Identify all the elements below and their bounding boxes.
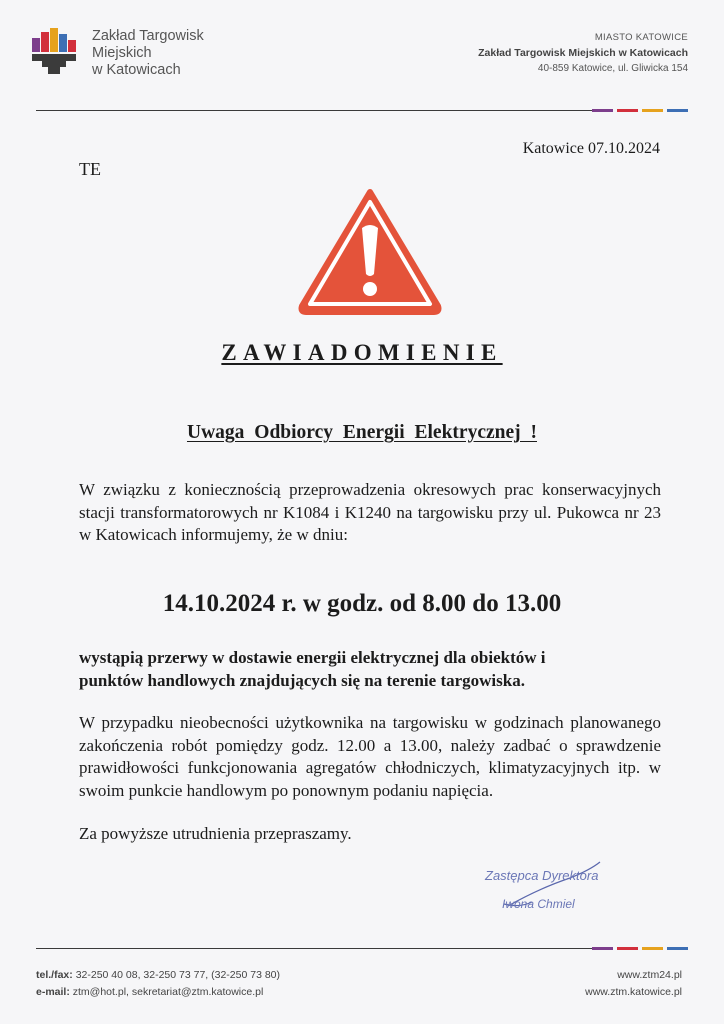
header-divider — [36, 110, 688, 111]
phone-line — [36, 967, 280, 984]
closing-apology: Za powyższe utrudnienia przepraszamy. — [79, 824, 352, 843]
instructions-paragraph: W przypadku nieobecności użytkownika na targowisku w godzinach planowanego zakończenia robót pomiędzy godz. 12.00 a 13.00, należy zadbać o sprawdzenie prawidłowości funkcjonowania agregatów chłodniczych, klimatyzacyjnych itp. w swoim punkcie handlowym po ponownym podaniu napięcia. — [79, 713, 661, 800]
document-title: ZAWIADOMIENIE — [221, 340, 503, 365]
org-name-line: Miejskich — [92, 45, 152, 61]
institution-name: Zakład Targowisk Miejskich w Katowicach — [478, 47, 688, 59]
address: 40-859 Katowice, ul. Gliwicka 154 — [537, 63, 688, 74]
letterhead-details — [478, 31, 688, 76]
org-name-line: w Katowicach — [92, 62, 181, 78]
document-subtitle: Uwaga Odbiorcy Energii Elektrycznej ! — [186, 422, 537, 443]
signature-stamp — [480, 858, 630, 918]
intro-paragraph: W związku z koniecznością przeprowadzenia okresowych prac konserwacyjnych stacji transformatorowych nr K1084 i K1240 na targowisku przy ul. Pukowca nr 23 w Katowicach informujemy, że w dniu: — [79, 480, 661, 544]
color-accent-dashes — [592, 109, 688, 112]
outage-notice-paragraph — [79, 647, 679, 692]
email-addresses: ztm@hot.pl, sekretariat@ztm.katowice.pl — [72, 986, 264, 998]
reference-code: TE — [79, 159, 101, 179]
organization-name — [92, 28, 204, 79]
website-link[interactable]: www.ztm24.pl — [617, 969, 682, 981]
signature-role: Zastępca Dyrektora — [485, 868, 599, 883]
org-name-line: Zakład Targowisk — [92, 28, 204, 44]
websites — [585, 967, 682, 1001]
contact-info — [36, 967, 280, 1001]
document-date: Katowice 07.10.2024 — [522, 140, 660, 157]
email-label: e-mail: — [36, 986, 70, 998]
email-line — [36, 984, 280, 1001]
notice-line: punktów handlowych znajdujących się na terenie targowiska. — [79, 670, 525, 690]
phone-label: tel./fax: — [36, 969, 73, 981]
phone-numbers: 32-250 40 08, 32-250 73 77, (32-250 73 80) — [75, 969, 281, 981]
website-link[interactable]: www.ztm.katowice.pl — [585, 986, 682, 998]
notice-line: wystąpią przerwy w dostawie energii elektrycznej dla obiektów i — [79, 648, 546, 667]
color-accent-dashes — [592, 947, 688, 950]
warning-triangle-icon — [296, 186, 444, 316]
city-skyline-logo-icon — [32, 28, 80, 78]
signature-name: Iwona Chmiel — [502, 897, 575, 911]
outage-date-time: 14.10.2024 r. w godz. od 8.00 do 13.00 — [162, 590, 562, 617]
footer-divider — [36, 948, 688, 949]
city-label: MIASTO KATOWICE — [594, 32, 688, 43]
